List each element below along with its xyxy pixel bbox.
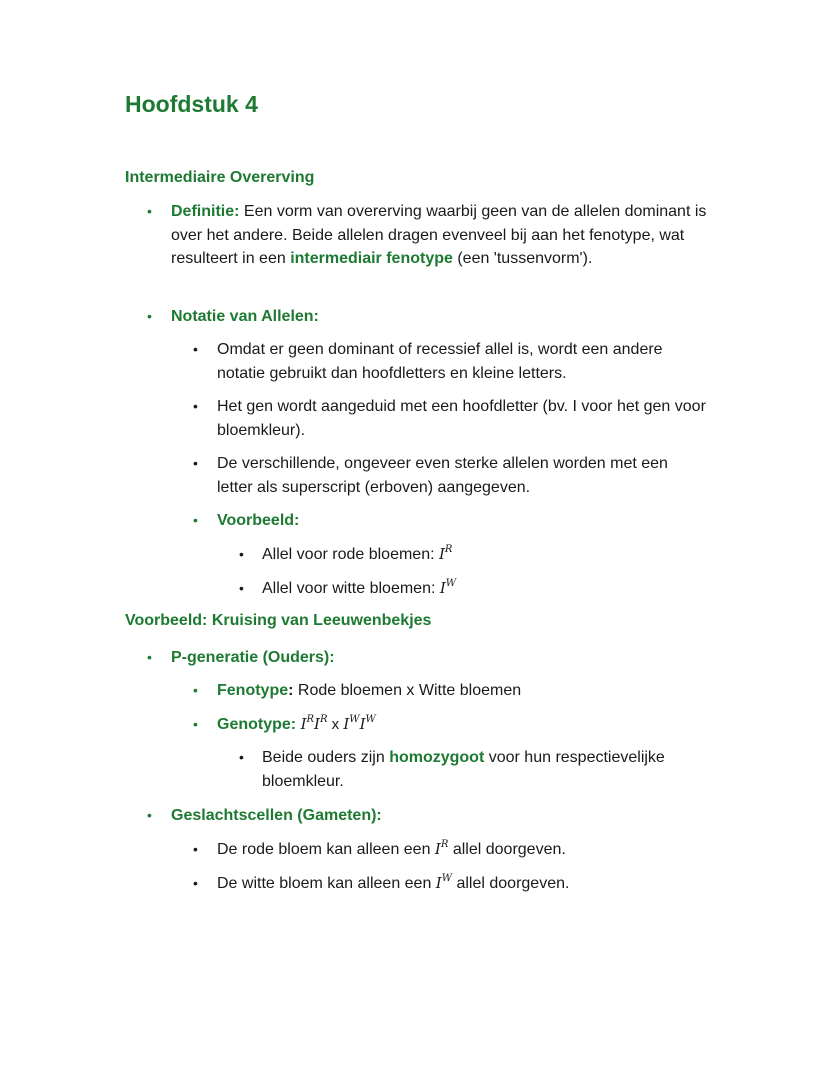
section-heading-intermediaire: Intermediaire Overerving xyxy=(125,169,315,186)
section-heading-kruising: Voorbeeld: Kruising van Leeuwenbekjes xyxy=(125,612,432,629)
gameten-red: De rode bloem kan alleen een $I^R$ allel doorgeven. xyxy=(217,839,566,858)
definition-highlight: intermediair fenotype xyxy=(290,250,453,267)
bullet: • xyxy=(193,398,198,414)
bullet: • xyxy=(193,716,198,732)
homozygoot-highlight: homozygoot xyxy=(389,749,485,766)
bullet: • xyxy=(147,649,152,665)
bullet: • xyxy=(193,455,198,471)
notatie-item-1: Omdat er geen dominant of recessief allel is, wordt een andere notatie gebruikt dan hoofdletters en kleine letters. xyxy=(217,341,663,382)
gameten-white: De witte bloem kan alleen een $I^W$ allel doorgeven. xyxy=(217,873,570,892)
allel-white-symbol: $I^W$ xyxy=(439,578,457,597)
genotype-label: Genotype: xyxy=(217,716,301,733)
definition-text-1: Een vorm van overerving waarbij geen van de allelen dominant is over het andere. Beide allelen dragen evenveel bij aan het fenotype, wat resulteert in een xyxy=(171,203,707,267)
definition-text-2: (een 'tussenvorm'). xyxy=(452,250,593,267)
bullet: • xyxy=(239,546,244,562)
definition-label: Definitie: xyxy=(171,203,240,220)
definition-paragraph xyxy=(171,200,716,271)
bullet: • xyxy=(193,512,198,528)
bullet: • xyxy=(193,682,198,698)
genotype-formula: $I^RI^R$ x $I^WI^W$ xyxy=(300,714,376,733)
pgen-label: P-generatie (Ouders): xyxy=(171,649,335,666)
fenotype-label: Fenotype xyxy=(217,682,289,699)
bullet: • xyxy=(147,203,152,219)
allel-red-text: Allel voor rode bloemen: xyxy=(262,546,439,563)
bullet: • xyxy=(239,749,244,765)
bullet: • xyxy=(147,308,152,324)
allel-white xyxy=(262,577,456,601)
bullet: • xyxy=(193,841,198,857)
allel-red xyxy=(262,543,452,567)
page-title: Hoofdstuk 4 xyxy=(125,91,258,117)
notatie-item-2: Het gen wordt aangeduid met een hoofdletter (bv. I voor het gen voor bloemkleur). xyxy=(217,398,706,439)
gameten-label: Geslachtscellen (Gameten): xyxy=(171,807,382,824)
allel-red-symbol: $I^R$ xyxy=(438,544,453,563)
fenotype-line: Fenotype: Rode bloemen x Witte bloemen xyxy=(217,682,522,699)
homozygoot-line: Beide ouders zijn homozygoot voor hun respectievelijke bloemkleur. xyxy=(262,749,665,790)
bullet: • xyxy=(193,341,198,357)
voorbeeld-label: Voorbeeld: xyxy=(217,512,300,529)
fenotype-text: Rode bloemen x Witte bloemen xyxy=(293,682,522,699)
bullet: • xyxy=(193,875,198,891)
bullet: • xyxy=(239,580,244,596)
notatie-item-3: De verschillende, ongeveer even sterke allelen worden met een letter als superscript (erboven) aangegeven. xyxy=(217,455,668,496)
notatie-label: Notatie van Allelen: xyxy=(171,308,319,325)
allel-white-text: Allel voor witte bloemen: xyxy=(262,580,440,597)
genotype-line xyxy=(217,713,376,737)
bullet: • xyxy=(147,807,152,823)
